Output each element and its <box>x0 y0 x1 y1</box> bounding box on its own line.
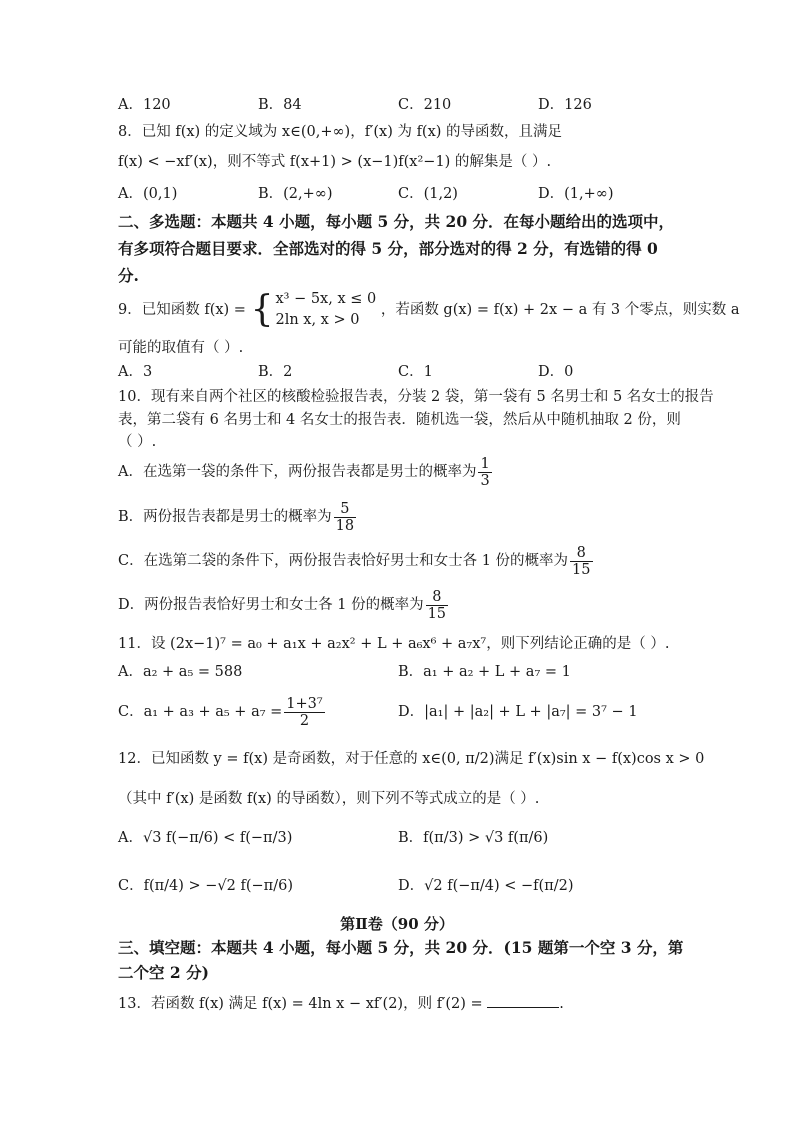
q11-option-a: A．a₂ + a₅ = 588 <box>118 664 243 680</box>
fraction-numerator: 8 <box>570 545 592 562</box>
q8-option-b: B．(2,+∞) <box>258 186 333 202</box>
fraction-denominator: 18 <box>335 517 355 534</box>
q8-stem-line2: f(x) < −xf′(x)，则不等式 f(x+1) > (x−1)f(x²−1) 的解集是（ ）. <box>118 154 552 170</box>
section2-heading-line2: 有多项符合题目要求．全部选对的得 5 分，部分选对的得 2 分，有选错的得 0 <box>118 239 658 258</box>
q13-text: 13．若函数 f(x) 满足 f(x) = 4ln x − xf′(2)，则 f′(2) = <box>118 996 483 1012</box>
brace-symbol: { <box>250 289 274 330</box>
q7-option-c: C．210 <box>398 97 452 113</box>
q9-option-b: B．2 <box>258 364 293 380</box>
section2-heading-line3: 分. <box>118 266 139 285</box>
q10-option-c-text: C．在选第二袋的条件下，两份报告表恰好男士和女士各 1 份的概率为 <box>118 553 569 569</box>
q10-option-a <box>118 454 494 490</box>
q12-stem-line2: （其中 f′(x) 是函数 f(x) 的导函数），则下列不等式成立的是（ ）. <box>118 791 540 807</box>
q9-prefix: 9．已知函数 f(x) = <box>118 302 246 318</box>
q11-stem: 11．设 (2x−1)⁷ = a₀ + a₁x + a₂x² + L + a₆x⁶ + a₇x⁷，则下列结论正确的是（ ）. <box>118 636 670 652</box>
q11-option-c <box>118 692 327 732</box>
q10-option-b-text: B．两份报告表都是男士的概率为 <box>118 509 332 525</box>
fraction-denominator: 15 <box>427 605 447 622</box>
q9-option-c: C．1 <box>398 364 433 380</box>
q9-case2: 2ln x, x > 0 <box>275 312 360 328</box>
q10-stem-line3: （ ）. <box>118 434 157 450</box>
q9-piecewise <box>275 289 376 331</box>
fraction-numerator: 1+3⁷ <box>286 695 323 712</box>
q10-stem-line1: 10．现有来自两个社区的核酸检验报告表，分装 2 袋，第一袋有 5 名男士和 5 名女士的报告 <box>118 389 714 405</box>
q7-option-a: A．120 <box>118 97 171 113</box>
q10-option-a-fraction <box>478 456 491 489</box>
q7-option-b: B．84 <box>258 97 302 113</box>
q10-option-b <box>118 499 358 535</box>
q11-option-d: D．|a₁| + |a₂| + L + |a₇| = 3⁷ − 1 <box>398 704 638 720</box>
q10-option-c <box>118 543 595 579</box>
q13-stem <box>118 993 564 1014</box>
q12-stem-part1: 12．已知函数 y = f(x) 是奇函数，对于任意的 x∈ <box>118 751 442 767</box>
q8-option-a: A．(0,1) <box>118 186 178 202</box>
q8-option-c: C．(1,2) <box>398 186 458 202</box>
fraction-numerator: 5 <box>334 501 356 518</box>
q12-stem-part2: 满足 f′(x)sin x − f(x)cos x > 0 <box>494 751 705 767</box>
section3-heading-line1: 三、填空题：本题共 4 小题，每小题 5 分，共 20 分．(15 题第一个空 3 分，第 <box>118 938 684 957</box>
q9-option-a: A．3 <box>118 364 153 380</box>
q10-option-d <box>118 587 450 623</box>
q12-stem-line1 <box>118 742 704 776</box>
q10-option-d-fraction <box>426 589 448 622</box>
fraction-denominator: 2 <box>299 712 310 729</box>
q11-option-c-text: C．a₁ + a₃ + a₅ + a₇ = <box>118 704 283 720</box>
fraction-denominator: 3 <box>480 472 490 489</box>
fraction-denominator: 15 <box>572 561 591 578</box>
q10-option-b-fraction <box>334 501 356 534</box>
fraction-numerator: 8 <box>426 589 448 606</box>
q11-option-c-fraction <box>284 696 324 729</box>
q10-option-c-fraction <box>570 545 592 578</box>
q12-option-b: B．f(π/3) > √3 f(π/6) <box>398 830 549 846</box>
q9-stem-line2: 可能的取值有（ ）. <box>118 340 244 356</box>
q12-option-c: C．f(π/4) > −√2 f(−π/6) <box>118 878 293 894</box>
q11-option-b: B．a₁ + a₂ + L + a₇ = 1 <box>398 664 571 680</box>
q12-option-d: D．√2 f(−π/4) < −f(π/2) <box>398 878 574 894</box>
section2-heading-line1: 二、多选题：本题共 4 小题，每小题 5 分，共 20 分．在每小题给出的选项中， <box>118 212 675 231</box>
q13-end: . <box>559 996 564 1012</box>
q10-option-d-text: D．两份报告表恰好男士和女士各 1 份的概率为 <box>118 597 424 613</box>
q9-case1: x³ − 5x, x ≤ 0 <box>275 291 377 307</box>
q8-stem-line1: 8．已知 f(x) 的定义域为 x∈(0,+∞)，f′(x) 为 f(x) 的导函数，且满足 <box>118 124 563 140</box>
q8-option-d: D．(1,+∞) <box>538 186 614 202</box>
section3-heading-line2: 二个空 2 分) <box>118 963 209 982</box>
q9-suffix: ，若函数 g(x) = f(x) + 2x − a 有 3 个零点，则实数 a <box>380 302 740 318</box>
q10-option-a-text: A．在选第一袋的条件下，两份报告表都是男士的概率为 <box>118 464 477 480</box>
part2-title: 第Ⅱ卷（90 分） <box>340 915 454 933</box>
q7-option-d: D．126 <box>538 97 592 113</box>
q9-option-d: D．0 <box>538 364 574 380</box>
q9-stem-line1 <box>118 288 740 332</box>
q10-stem-line2: 表，第二袋有 6 名男士和 4 名女士的报告表．随机选一袋，然后从中随机抽取 2 份，则 <box>118 412 681 428</box>
fraction-numerator: 1 <box>480 455 490 472</box>
q12-option-a: A．√3 f(−π/6) < f(−π/3) <box>118 830 293 846</box>
q12-interval: (0, π/2) <box>441 751 495 767</box>
answer-blank[interactable] <box>487 993 559 1008</box>
